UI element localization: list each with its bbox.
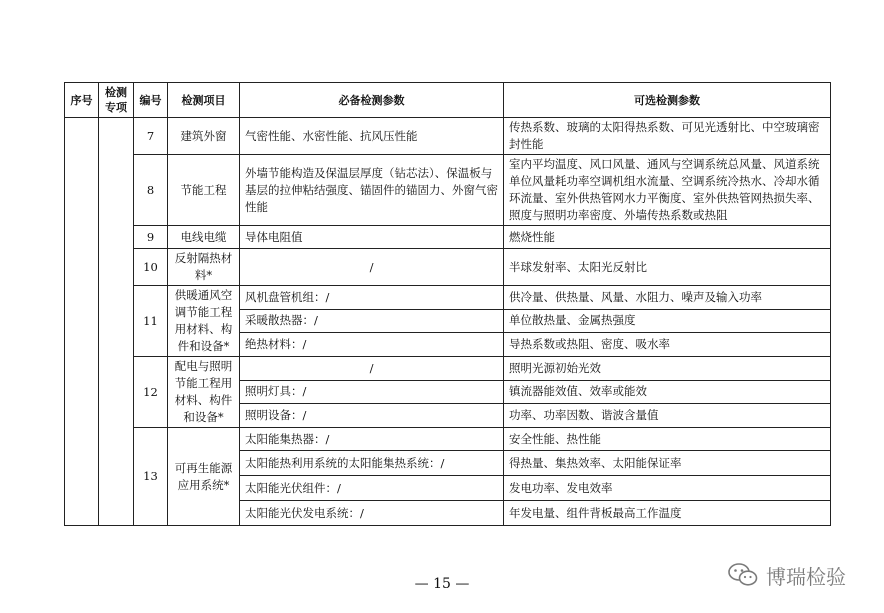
- row-optional: 发电功率、发电效率: [504, 476, 831, 501]
- row-num: 12: [134, 357, 168, 428]
- row-required: 采暖散热器：/: [240, 309, 504, 333]
- table-row: [65, 249, 831, 286]
- row-item: 反射隔热材料*: [168, 249, 240, 286]
- row-optional: 功率、功率因数、谐波含量值: [504, 404, 831, 428]
- row-optional: 半球发射率、太阳光反射比: [504, 249, 831, 286]
- seq-cell: [65, 118, 99, 526]
- header-category: [99, 83, 134, 118]
- row-required: 太阳能集热器：/: [240, 428, 504, 451]
- row-optional: 单位散热量、金属热强度: [504, 309, 831, 333]
- header-seq: 序号: [65, 83, 99, 118]
- row-required: 风机盘管机组：/: [240, 286, 504, 310]
- row-item: 可再生能源应用系统*: [168, 428, 240, 526]
- category-cell: [99, 118, 134, 526]
- row-num: 9: [134, 226, 168, 249]
- row-num: 13: [134, 428, 168, 526]
- table-row: [65, 118, 831, 155]
- row-required: 外墙节能构造及保温层厚度（钻芯法）、保温板与基层的拉伸粘结强度、锚固件的锚固力、外窗气密性能: [240, 155, 504, 226]
- row-optional: 供冷量、供热量、风量、水阻力、噪声及输入功率: [504, 286, 831, 310]
- header-num: 编号: [134, 83, 168, 118]
- row-required: /: [240, 249, 504, 286]
- row-optional: 导热系数或热阻、密度、吸水率: [504, 333, 831, 357]
- row-optional: 得热量、集热效率、太阳能保证率: [504, 451, 831, 476]
- row-required: 绝热材料：/: [240, 333, 504, 357]
- page-number: — 15 —: [414, 576, 470, 592]
- row-required: 太阳能光伏发电系统：/: [240, 501, 504, 526]
- table-row: [65, 155, 831, 226]
- inspection-parameter-table: [64, 82, 831, 526]
- row-num: 11: [134, 286, 168, 357]
- row-required: 太阳能光伏组件：/: [240, 476, 504, 501]
- row-required: 照明灯具：/: [240, 380, 504, 404]
- row-required: 照明设备：/: [240, 404, 504, 428]
- row-required: 导体电阻值: [240, 226, 504, 249]
- table-row: [65, 226, 831, 249]
- row-optional: 镇流器能效值、效率或能效: [504, 380, 831, 404]
- row-required: 气密性能、水密性能、抗风压性能: [240, 118, 504, 155]
- table-header-row: [65, 83, 831, 118]
- row-num: 8: [134, 155, 168, 226]
- header-category-line1: 检测: [105, 86, 127, 99]
- row-required: /: [240, 357, 504, 381]
- wechat-icon: [728, 562, 758, 588]
- row-num: 7: [134, 118, 168, 155]
- row-item: 节能工程: [168, 155, 240, 226]
- watermark-text: 博瑞检验: [766, 564, 846, 589]
- row-optional: 照明光源初始光效: [504, 357, 831, 381]
- row-required: 太阳能热利用系统的太阳能集热系统：/: [240, 451, 504, 476]
- watermark: [728, 560, 846, 590]
- header-item: 检测项目: [168, 83, 240, 118]
- header-category-line2: 专项: [105, 101, 127, 114]
- row-optional: 年发电量、组件背板最高工作温度: [504, 501, 831, 526]
- row-optional: 传热系数、玻璃的太阳得热系数、可见光透射比、中空玻璃密封性能: [504, 118, 831, 155]
- table-row: [65, 428, 831, 451]
- header-optional: 可选检测参数: [504, 83, 831, 118]
- row-optional: 室内平均温度、风口风量、通风与空调系统总风量、风道系统单位风量耗功率空调机组水流量、空调系统冷热水、冷却水循环流量、室外供热管网水力平衡度、室外供热管网热损失率、照度与照明功率密度、外墙传热系数或热阻: [504, 155, 831, 226]
- row-optional: 安全性能、热性能: [504, 428, 831, 451]
- header-required: 必备检测参数: [240, 83, 504, 118]
- row-item: 建筑外窗: [168, 118, 240, 155]
- row-num: 10: [134, 249, 168, 286]
- row-item: 配电与照明节能工程用材料、构件和设备*: [168, 357, 240, 428]
- row-item: 供暖通风空调节能工程用材料、构件和设备*: [168, 286, 240, 357]
- row-optional: 燃烧性能: [504, 226, 831, 249]
- table-row: [65, 286, 831, 310]
- table-row: [65, 357, 831, 381]
- row-item: 电线电缆: [168, 226, 240, 249]
